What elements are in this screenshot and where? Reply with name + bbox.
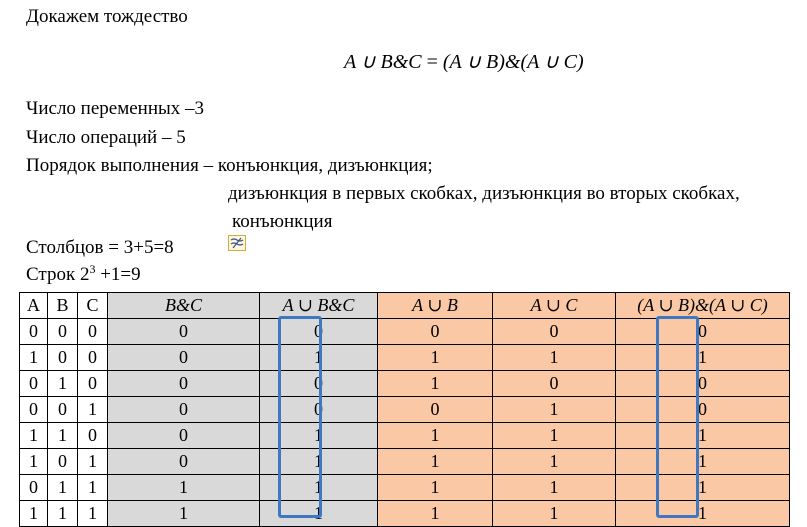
identity-formula — [344, 51, 584, 73]
cell-a: 0 — [20, 371, 48, 397]
identity-rhs: (A ∪ B)&(A ∪ C) — [442, 51, 584, 73]
columns-count: Столбцов = 3+5=8 — [26, 237, 174, 258]
rows-count — [26, 264, 141, 286]
cell-a-or-b-and-c: 1 — [260, 449, 378, 475]
cell-c: 0 — [78, 371, 108, 397]
cell-b: 1 — [48, 423, 78, 449]
cell-a-or-b: 0 — [378, 319, 493, 345]
cell-b: 0 — [48, 319, 78, 345]
operations-count: Число операций – 5 — [26, 127, 186, 148]
cell-a-or-c: 0 — [493, 371, 616, 397]
cell-a-or-c: 1 — [493, 423, 616, 449]
cell-a: 1 — [20, 423, 48, 449]
header-a: A — [20, 293, 48, 319]
cell-a: 1 — [20, 345, 48, 371]
table-row — [20, 371, 790, 397]
header-a-or-c: A ∪ C — [493, 293, 616, 319]
cell-c: 0 — [78, 345, 108, 371]
rows-count-prefix: Строк 2 — [26, 264, 90, 285]
cell-b: 1 — [48, 475, 78, 501]
cell-result: 0 — [616, 371, 790, 397]
execution-order-continued: дизъюнкция в первых скобках, дизъюнкция во вторых скобках, — [228, 183, 740, 204]
cell-c: 1 — [78, 449, 108, 475]
cell-result: 0 — [616, 319, 790, 345]
rows-count-suffix: +1=9 — [95, 264, 141, 285]
cell-b: 0 — [48, 449, 78, 475]
cell-a-or-b: 1 — [378, 475, 493, 501]
cell-a-or-c: 1 — [493, 397, 616, 423]
cell-b-and-c: 0 — [108, 345, 260, 371]
truth-table-body — [20, 319, 790, 527]
cell-a-or-b-and-c: 1 — [260, 501, 378, 527]
cell-a-or-b: 0 — [378, 397, 493, 423]
cell-result: 0 — [616, 397, 790, 423]
header-b-and-c: B&C — [108, 293, 260, 319]
cell-result: 1 — [616, 501, 790, 527]
table-row — [20, 475, 790, 501]
identity-lhs: A ∪ B&C — [344, 51, 422, 73]
cell-b-and-c: 0 — [108, 371, 260, 397]
cell-a: 0 — [20, 475, 48, 501]
header-b: B — [48, 293, 78, 319]
cell-result: 1 — [616, 423, 790, 449]
variables-count: Число переменных –3 — [26, 98, 205, 119]
cell-c: 1 — [78, 501, 108, 527]
cell-b-and-c: 0 — [108, 397, 260, 423]
cell-b-and-c: 0 — [108, 449, 260, 475]
truth-table-header-row — [20, 293, 790, 319]
cell-a-or-b: 1 — [378, 371, 493, 397]
cell-a-or-c: 1 — [493, 475, 616, 501]
cell-a-or-b-and-c: 0 — [260, 371, 378, 397]
cell-c: 0 — [78, 319, 108, 345]
cell-a-or-b: 1 — [378, 345, 493, 371]
cell-a: 1 — [20, 501, 48, 527]
header-a-or-b-and-c: A ∪ B&C — [260, 293, 378, 319]
edit-note-icon[interactable] — [228, 235, 246, 251]
table-row — [20, 423, 790, 449]
cell-b-and-c: 0 — [108, 423, 260, 449]
cell-a-or-b-and-c: 1 — [260, 345, 378, 371]
cell-a: 1 — [20, 449, 48, 475]
truth-table — [19, 292, 790, 527]
cell-a-or-c: 1 — [493, 345, 616, 371]
cell-a-or-b: 1 — [378, 449, 493, 475]
cell-b: 1 — [48, 501, 78, 527]
edit-note-icon-glyph — [230, 237, 244, 249]
execution-order-final: конъюнкция — [232, 211, 333, 232]
cell-b: 1 — [48, 371, 78, 397]
table-row — [20, 319, 790, 345]
header-c: C — [78, 293, 108, 319]
table-row — [20, 345, 790, 371]
cell-a-or-b-and-c: 1 — [260, 423, 378, 449]
rows-count-exponent: 3 — [89, 262, 96, 276]
header-a-or-b: A ∪ B — [378, 293, 493, 319]
cell-result: 1 — [616, 449, 790, 475]
cell-a-or-b: 1 — [378, 423, 493, 449]
table-row — [20, 449, 790, 475]
table-row — [20, 501, 790, 527]
cell-a-or-c: 1 — [493, 449, 616, 475]
cell-c: 0 — [78, 423, 108, 449]
cell-result: 1 — [616, 475, 790, 501]
cell-a-or-b-and-c: 0 — [260, 319, 378, 345]
cell-a-or-c: 0 — [493, 319, 616, 345]
cell-a-or-b-and-c: 0 — [260, 397, 378, 423]
cell-b: 0 — [48, 345, 78, 371]
cell-a-or-c: 1 — [493, 501, 616, 527]
header-result: (A ∪ B)&(A ∪ C) — [616, 293, 790, 319]
cell-a-or-b-and-c: 1 — [260, 475, 378, 501]
cell-result: 1 — [616, 345, 790, 371]
cell-b-and-c: 1 — [108, 501, 260, 527]
cell-c: 1 — [78, 475, 108, 501]
identity-eq: = — [426, 51, 438, 73]
execution-order: Порядок выполнения – конъюнкция, дизъюнкция; — [26, 155, 433, 176]
table-row — [20, 397, 790, 423]
cell-a: 0 — [20, 397, 48, 423]
cell-b-and-c: 0 — [108, 319, 260, 345]
cell-b-and-c: 1 — [108, 475, 260, 501]
cell-b: 0 — [48, 397, 78, 423]
cell-a: 0 — [20, 319, 48, 345]
heading: Докажем тождество — [26, 6, 188, 27]
cell-a-or-b: 1 — [378, 501, 493, 527]
cell-c: 1 — [78, 397, 108, 423]
